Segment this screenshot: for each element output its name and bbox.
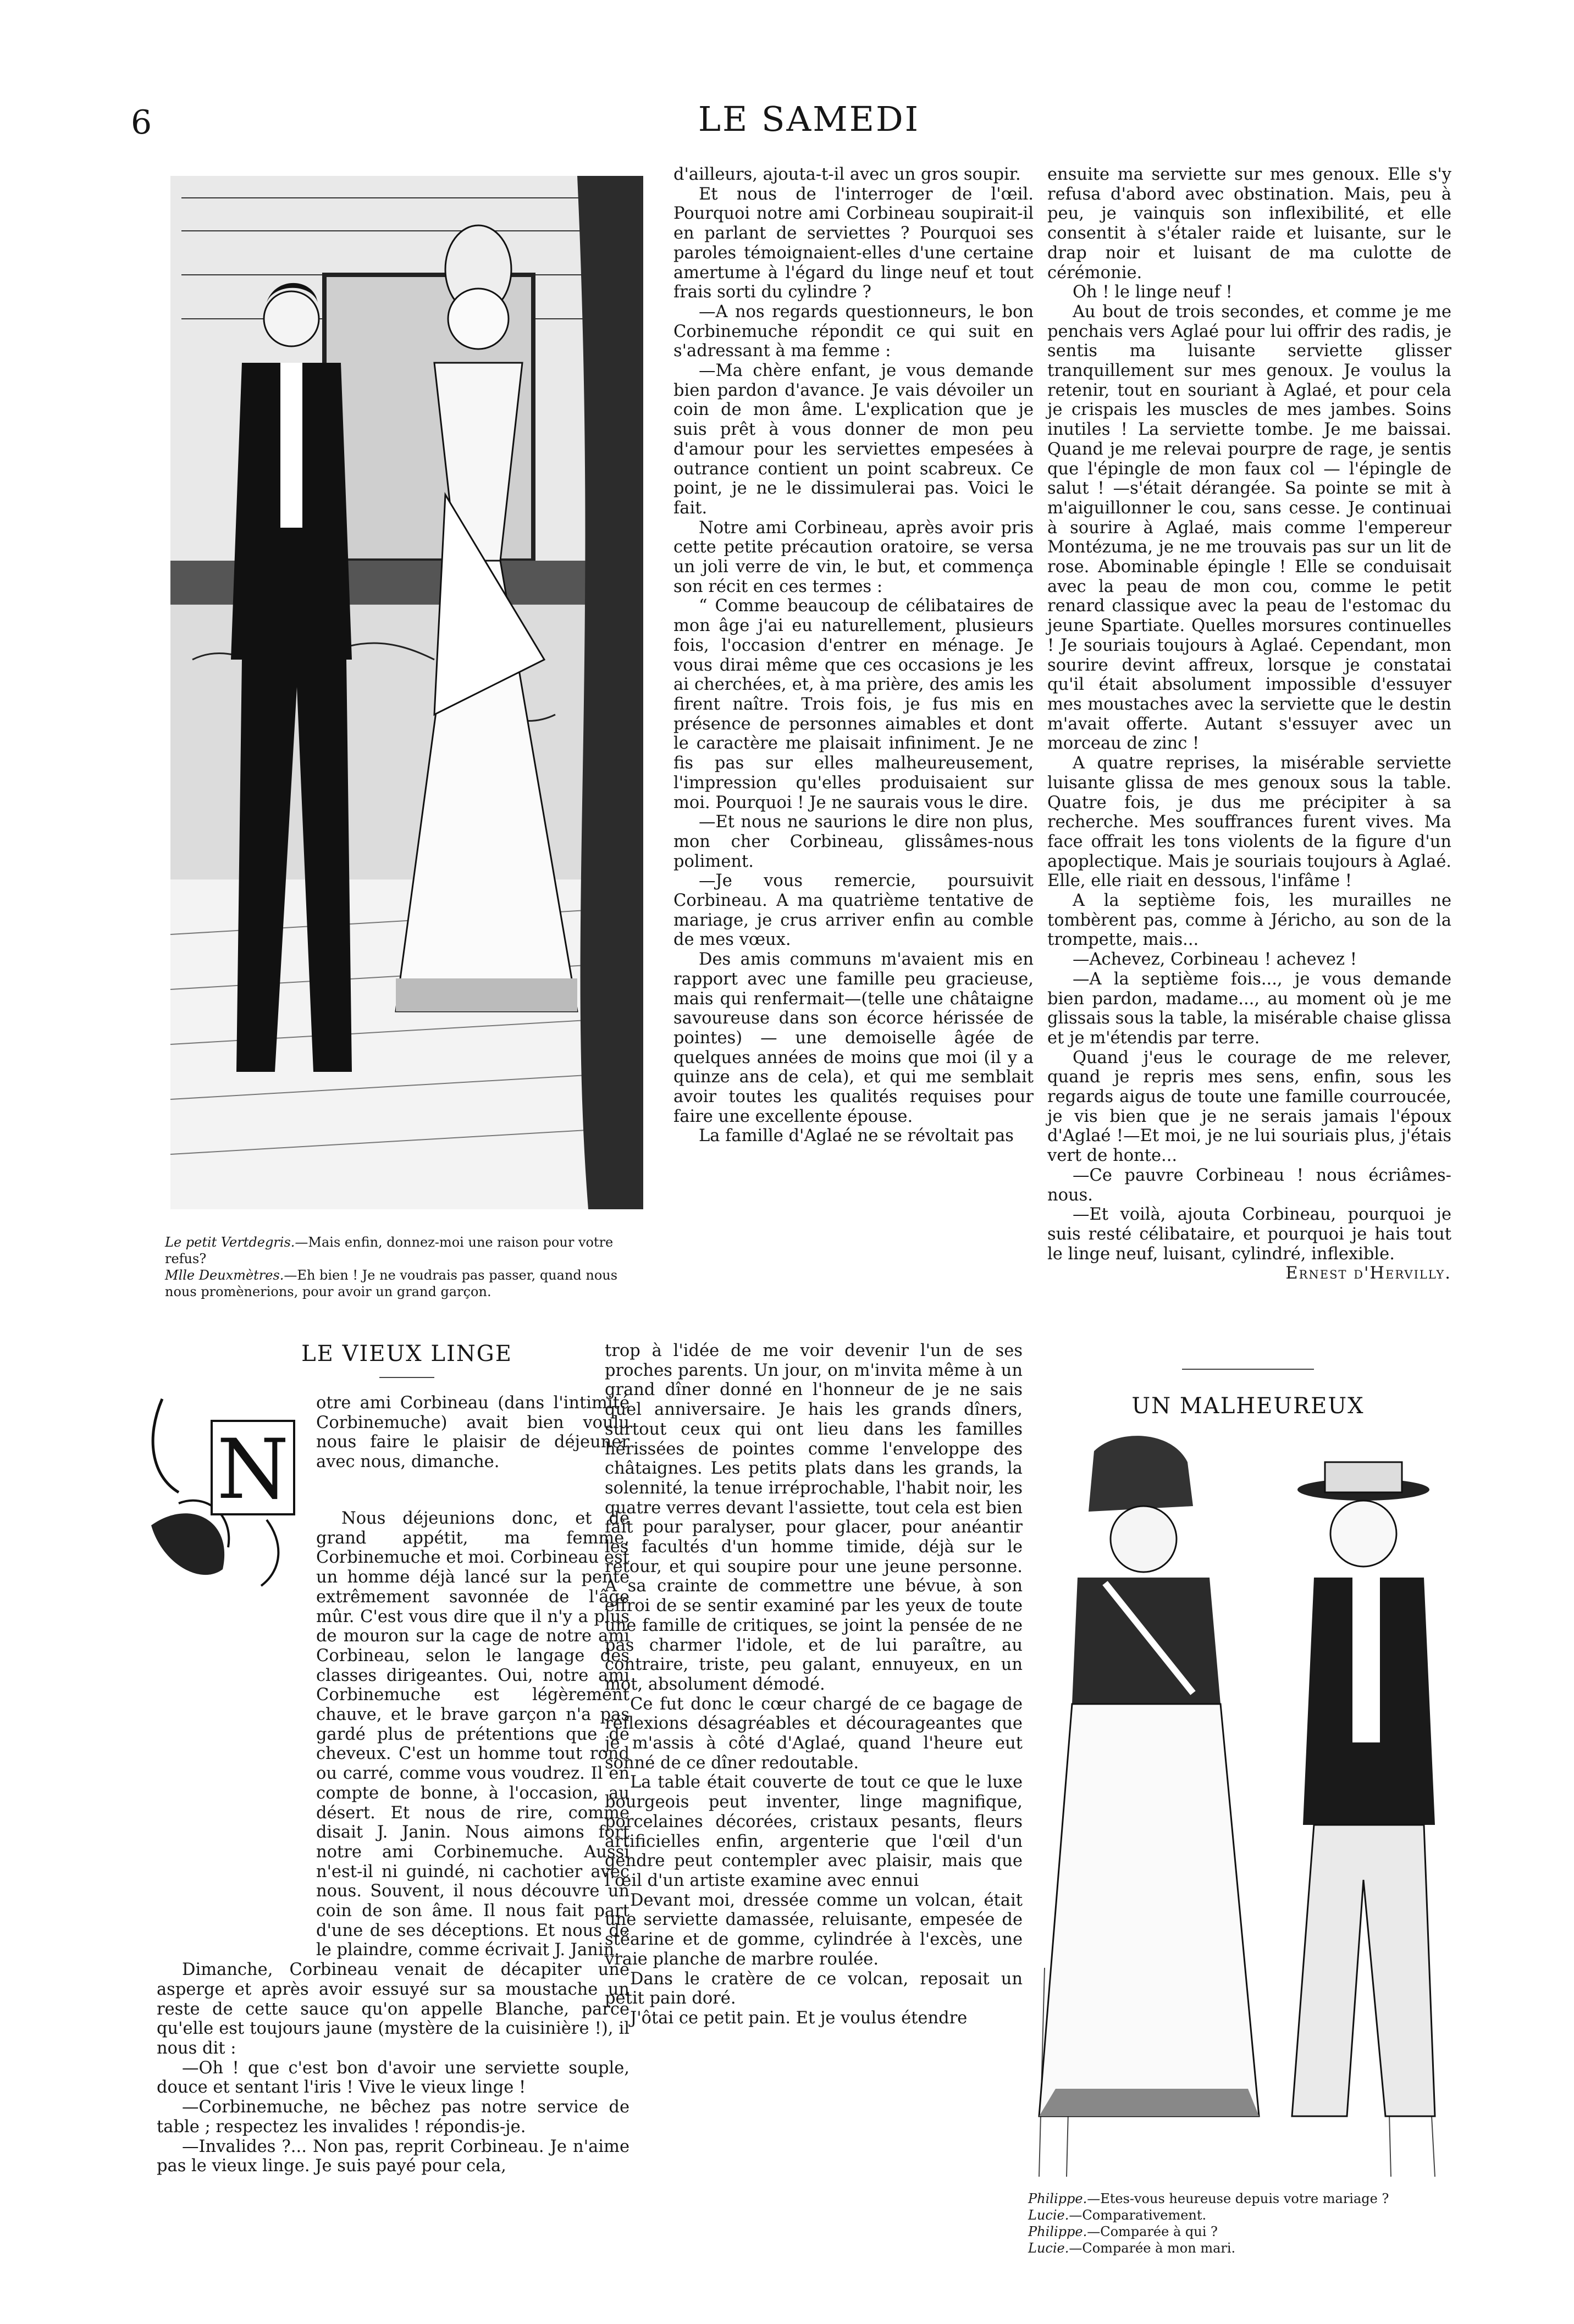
caption-line: Mlle Deuxmètres.—Eh bien ! Je ne voudrais pas passer, quand nous nous promènerions, pour avoir un grand garçon. [165,1268,618,1299]
article-paragraph: —Et nous ne saurions le dire non plus, mon cher Corbineau, glissâmes-nous poliment. [673,812,1034,871]
article-paragraph: Dans le cratère de ce volcan, reposait un petit pain doré. [605,1969,1023,2008]
article-paragraph: Quand j'eus le courage de me relever, quand je repris mes sens, enfin, sous les regards aigus de toute une famille courroucée, je vis bien que je ne serais jamais l'époux d'Aglaé !—Et moi, je ne lui souriais plus, j'étais vert de honte... [1047,1048,1451,1166]
caption-line: Lucie.—Comparativement. [1028,2207,1207,2223]
article-paragraph: “ Comme beaucoup de célibataires de mon âge j'ai eu naturellement, plusieurs fois, l'occasion d'entrer en ménage. Je vous dirai même que ces occasions je les ai cherchées, et, à ma prière, des amis les firent naître. Trois fois, je fus mis en présence de personnes aimables et dont le caractère me plaisait infiniment. Je ne fis pas sur elles malheureusement, l'impression qu'elles produisaient sur moi. Pourquoi ! Je ne saurais vous le dire. [673,596,1034,812]
article-paragraph: —Ma chère enfant, je vous demande bien pardon d'avance. Je vais dévoiler un coin de mon âme. L'explication que je suis prêt à vous donner de mon peu d'amour pour les serviettes empesées à outrance contient un point scabreux. Ce point, je ne le dissimulerai pas. Voici le fait. [673,361,1034,518]
cartoon-caption [1028,2190,1462,2256]
article-paragraph: Notre ami Corbineau, après avoir pris cette petite précaution oratoire, se versa un joli verre de vin, le but, et commença son récit en ces termes : [673,518,1034,596]
article-column-3 [1047,165,1451,1283]
article-paragraph: A quatre reprises, la misérable serviette luisante glissa de mes genoux sous la table. Quatre fois, je dus me précipiter à sa recherche. Mes souffrances furent vives. Ma face offrait les tons violents de la figure d'un apoplectique. Mais je souriais toujours à Aglaé. Elle, elle riait en dessous, l'infâme ! [1047,754,1451,891]
top-illustration-caption [165,1234,649,1300]
caption-line: Philippe.—Comparée à qui ? [1028,2224,1218,2239]
article-paragraph: —Je vous remercie, poursuivit Corbineau. A ma quatrième tentative de mariage, je crus arriver enfin au comble de mes vœux. [673,871,1034,950]
caption-line: Lucie.—Comparée à mon mari. [1028,2240,1236,2256]
article-paragraph: Nous déjeunions donc, et de grand appétit, ma femme, Corbinemuche et moi. Corbineau est un homme déjà lancé sur la pente extrêmement savonnée de l'âge mûr. C'est vous dire que il n'y a plus de mouron sur la cage de notre ami Corbineau, selon le langage des classes dirigeantes. Oui, notre ami Corbinemuche est légèrement chauve, et le brave garçon n'a pas gardé plus de prétentions que de cheveux. C'est un homme tout rond ou carré, comme vous voudrez. Il en compte de bonne, à l'occasion, au désert. Et nous de rire, comme disait J. Janin. Nous aimons fort notre ami Corbinemuche. Aussi n'est-il ni guindé, ni cachotier avec nous. Souvent, il nous découvre un coin de son âme. Il nous fait part d'une de ses déceptions. Et nous de le plaindre, comme écrivait J. Janin. [316,1509,629,1960]
caption-line: Le petit Vertdegris.—Mais enfin, donnez-moi une raison pour votre refus? [165,1235,614,1266]
article-paragraph: Dimanche, Corbineau venait de décapiter une asperge et après avoir essuyé sur sa moustache un reste de cette sauce qu'on appelle Blanche, parce qu'elle est toujours jaune (mystère de la cuisinière !), il nous dit : [157,1960,629,2058]
article-column-2-bottom [605,1341,1023,2028]
couple-drawing [159,165,654,1226]
caption-line: Philippe.—Etes-vous heureuse depuis votre mariage ? [1028,2191,1389,2206]
top-illustration [159,165,654,1226]
article-paragraph: La famille d'Aglaé ne se révoltait pas [699,1126,1014,1146]
article-paragraph: Oh ! le linge neuf ! [1073,283,1233,302]
article-paragraph: otre ami Corbineau (dans l'intimité Corbinemuche) avait bien voulu nous faire le plaisir de déjeuner avec nous, dimanche. [316,1393,629,1472]
article-paragraph: —A la septième fois..., je vous demande bien pardon, madame..., au moment où je me glissais sous la table, la misérable chaise glissa et je m'étendis par terre. [1047,969,1451,1048]
article-paragraph: —Oh ! que c'est bon d'avoir une serviette souple, douce et sentant l'iris ! Vive le vieux linge ! [157,2058,629,2098]
masthead: LE SAMEDI [698,99,920,139]
section-divider [1182,1369,1314,1370]
page-header [126,99,1492,148]
couple-walking-drawing [1028,1429,1462,2182]
article-paragraph: Ce fut donc le cœur chargé de ce bagage de réflexions désagréables et décourageantes que je m'assis à côté d'Aglaé, quand l'heure eut sonné de ce dîner redoutable. [605,1694,1023,1773]
article-column-1 [157,1509,629,2176]
article-paragraph: Devant moi, dressée comme un volcan, était une serviette damassée, reluisante, empesée de stéarine et de gomme, cylindrée à l'excès, une vraie planche de marbre roulée. [605,1890,1023,1969]
article-paragraph: —Et voilà, ajouta Corbineau, pourquoi je suis resté célibataire, et pourquoi je hais tout le linge neuf, luisant, cylindré, inflexible. [1047,1205,1451,1264]
article-column-2-top [673,165,1034,1146]
article-paragraph: —Invalides ?... Non pas, reprit Corbineau. Je n'aime pas le vieux linge. Je suis payé pour cela, [157,2137,629,2176]
article-paragraph: —Achevez, Corbineau ! achevez ! [1073,950,1357,970]
article-paragraph: Des amis communs m'avaient mis en rapport avec une famille peu gracieuse, mais qui renfermait—(telle une châtaigne savoureuse dans son écorce hérissée de pointes) — une demoiselle âgée de quelques années de moins que moi (il y a quinze ans de cela), et qui me semblait avoir toutes les qualités requises pour faire une excellente épouse. [673,950,1034,1126]
article-paragraph: —A nos regards questionneurs, le bon Corbinemuche répondit ce qui suit en s'adressant à ma femme : [673,302,1034,361]
article-paragraph: Au bout de trois secondes, et comme je me penchais vers Aglaé pour lui offrir des radis, je sentis ma luisante serviette glisser tranquillement sur mes genoux. Je voulus la retenir, tout en souriant à Aglaé, et pour cela je crispais les muscles de mes jambes. Soins inutiles ! La serviette tombe. Je me baissai. Quand je me relevai pourpre de rage, je sentis que l'épingle de mon faux col — l'épingle de salut ! —s'était dérangée. Sa pointe se mit à m'aiguillonner le cou, sans cesse. Je continuai à sourire à Aglaé, mais comme l'empereur Montézuma, je ne me trouvais pas sur un lit de rose. Abominable épingle ! Elle se conduisait avec la peau de mon cou, comme le petit renard classique avec la peau de l'estomac du jeune Spartiate. Quelles morsures continuelles ! Je souriais toujours à Aglaé. Cependant, mon sourire devint affreux, lorsque je constatai qu'il était absolument impossible d'essuyer mes moustaches avec la serviette que le destin m'avait offerte. Autant s'essuyer avec un morceau de zinc ! [1047,302,1451,754]
cartoon-illustration [1028,1429,1462,2182]
article-paragraph: Et nous de l'interroger de l'œil. Pourquoi notre ami Corbineau soupirait-il en parlant de serviettes ? Pourquoi ses paroles témoignaient-elles d'une certaine amertume à l'égard du linge neuf et tout frais sorti du cylindre ? [673,184,1034,302]
article-paragraph: d'ailleurs, ajouta-t-il avec un gros soupir. [673,165,1021,184]
article-paragraph: trop à l'idée de me voir devenir l'un de ses proches parents. Un jour, on m'invita même à un grand dîner donné en l'honneur de je ne sais quel anniversaire. Je hais les grands dîners, surtout ceux qui ont lieu dans les familles hérissées de pointes comme l'enveloppe des châtaignes. Les petits plats dans les grands, la solennité, la tenue irréprochable, l'habit noir, les quatre verres devant l'assiette, tout cela est bien fait pour paralyser, pour glacer, pour anéantir les facultés d'un homme timide, déjà sur le retour, et qui soupire pour une jeune personne. A sa crainte de commettre une bévue, à son effroi de se sentir examiné par les yeux de toute une famille de critiques, se joint la pensée de ne pas charmer l'idole, et de lui paraître, au contraire, triste, peu galant, ennuyeux, en un mot, absolument démodé. [605,1341,1023,1694]
page-number: 6 [131,103,152,142]
article-paragraph: J'ôtai ce petit pain. Et je voulus étendre [630,2008,968,2028]
article-paragraph: La table était couverte de tout ce que le luxe bourgeois peut inventer, linge magnifique, porcelaines décorées, cristaux pesants, fleurs artificielles enfin, argenterie que l'œil d'un gendre peut contempler avec plaisir, mais que l'œil d'un artiste examine avec ennui [605,1773,1023,1890]
article-paragraph: ensuite ma serviette sur mes genoux. Elle s'y refusa d'abord avec obstination. Mais, peu à peu, je vainquis son inflexibilité, et elle consentit à s'étaler raide et luisante, sur le drap noir et luisant de ma culotte de cérémonie. [1047,165,1451,283]
article-paragraph: —Ce pauvre Corbineau ! nous écriâmes-nous. [1047,1165,1451,1205]
article-paragraph: —Corbinemuche, ne bêchez pas notre service de table ; respectez les invalides ! répondis-je. [157,2098,629,2137]
article-paragraph: A la septième fois, les murailles ne tombèrent pas, comme à Jéricho, au son de la trompette, mais... [1047,891,1451,950]
title-divider [379,1377,434,1378]
cartoon-title: UN MALHEUREUX [1131,1393,1365,1419]
dropcap-letter: N [217,1422,289,1518]
article-column-1-top [316,1393,629,1472]
article-signature: Ernest d'Hervilly. [1285,1264,1451,1283]
article-title: LE VIEUX LINGE [301,1341,512,1366]
